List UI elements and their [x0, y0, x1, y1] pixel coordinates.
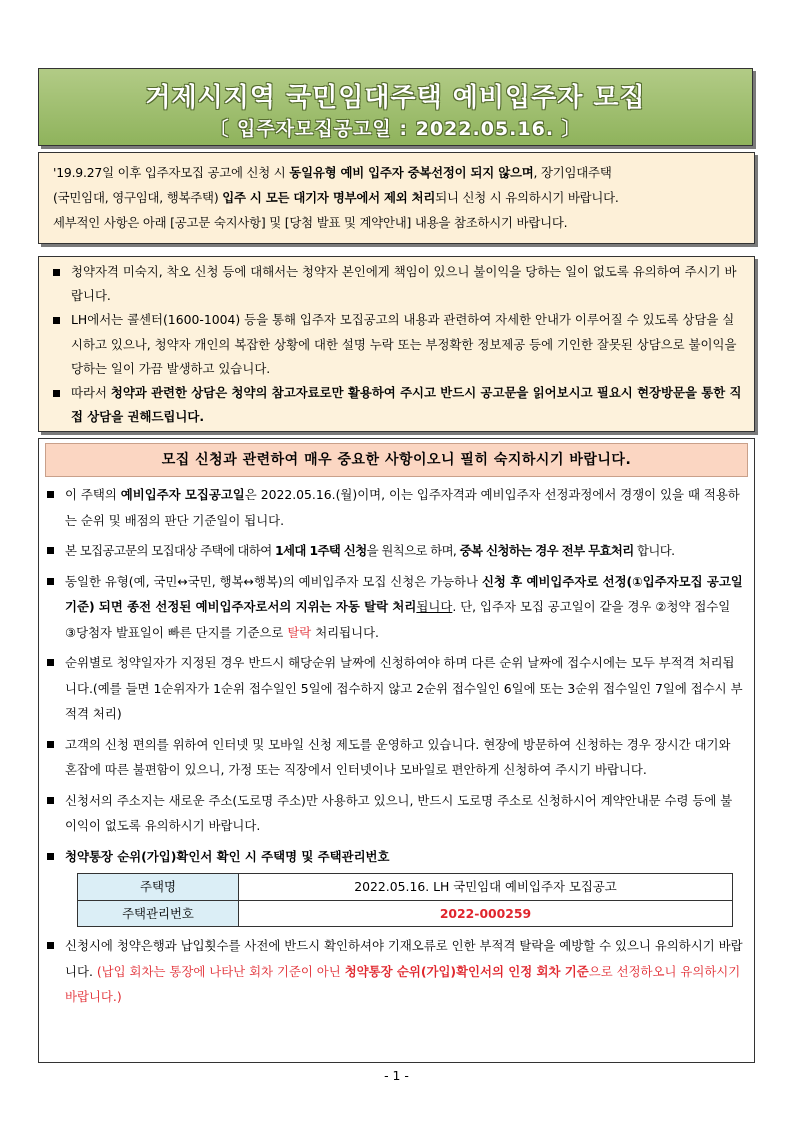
notice-line-3: 세부적인 사항은 아래 [공고문 숙지사항] 및 [당첨 발표 및 계약안내] 내용을 참조하시기 바랍니다. [53, 215, 568, 230]
list-item: 청약통장 순위(가입)확인서 확인 시 주택명 및 주택관리번호 주택명 2022.05.16. LH 국민임대 예비입주자 모집공고 주택관리번호 2022-000259 [45, 844, 744, 928]
table-header-cell: 주택명 [78, 874, 239, 901]
list-item: 순위별로 청약일자가 지정된 경우 반드시 해당순위 날짜에 신청하여야 하며 다른 순위 날짜에 접수시에는 모두 부적격 처리됩니다.(예를 들면 1순위자가 1순위 접수일인 5일에 접수하지 않고 2순위 접수일인 6일에 또는 3순위 접수일인 7일에 접수시 부적격 처리) [45, 650, 744, 727]
main-notice-header: 모집 신청과 관련하여 매우 중요한 사항이오니 필히 숙지하시기 바랍니다. [45, 443, 748, 477]
bullet-square-icon [53, 269, 60, 276]
caution-box [38, 256, 755, 432]
page-number: - 1 - [384, 1068, 409, 1083]
bullet-square-icon [47, 547, 54, 554]
table-row [78, 874, 733, 901]
notice-line-2: (국민임대, 영구임대, 행복주택) 입주 시 모든 대기자 명부에서 제외 처리되니 신청 시 유의하시기 바랍니다. [53, 190, 619, 205]
bullet-square-icon [47, 942, 54, 949]
important-notice-box [38, 152, 755, 244]
caution-item: LH에서는 콜센터(1600-1004) 등을 통해 입주자 모집공고의 내용과 관련하여 자세한 안내가 이루어질 수 있도록 상담을 실시하고 있으나, 청약자 개인의 복잡한 상황에 대한 설명 누락 또는 부정확한 정보제공 등에 기인한 잘못된 상담으로 불이익을 당하는 일이 가끔 발생하고 있습니다. [51, 308, 742, 381]
caution-item: 따라서 청약과 관련한 상담은 청약의 참고자료로만 활용하여 주시고 반드시 공고문을 읽어보시고 필요시 현장방문을 통한 직접 상담을 권해드립니다. [51, 381, 742, 429]
housing-management-number: 2022-000259 [239, 900, 733, 927]
notice-line-1: '19.9.27일 이후 입주자모집 공고에 신청 시 동일유형 예비 입주자 중복선정이 되지 않으며, 장기임대주택 [53, 165, 612, 180]
table-cell: 2022.05.16. LH 국민임대 예비입주자 모집공고 [239, 874, 733, 901]
announcement-date: 〔 입주자모집공고일 : 2022.05.16. 〕 [209, 118, 582, 140]
bullet-square-icon [47, 797, 54, 804]
page-title: 거제시지역 국민임대주택 예비입주자 모집 [145, 83, 646, 113]
housing-info-table [77, 873, 733, 927]
bullet-square-icon [47, 741, 54, 748]
caution-item: 청약자격 미숙지, 착오 신청 등에 대해서는 청약자 본인에게 책임이 있으니 불이익을 당하는 일이 없도록 유의하여 주시기 바랍니다. [51, 260, 742, 308]
list-item: 신청시에 청약은행과 납입횟수를 사전에 반드시 확인하셔야 기재오류로 인한 부적격 탈락을 예방할 수 있으니 유의하시기 바랍니다. (납입 회차는 통장에 나타난 회차 기준이 아닌 청약통장 순위(가입)확인서의 인정 회차 기준으로 선정하오니 유의하시기 바랍니다.) [45, 933, 744, 1010]
title-banner [38, 68, 753, 146]
list-item: 신청서의 주소지는 새로운 주소(도로명 주소)만 사용하고 있으니, 반드시 도로명 주소로 신청하시어 계약안내문 수령 등에 불이익이 없도록 유의하시기 바랍니다. [45, 788, 744, 839]
main-notice-box [38, 438, 755, 1063]
list-item: 고객의 신청 편의를 위하여 인터넷 및 모바일 신청 제도를 운영하고 있습니다. 현장에 방문하여 신청하는 경우 장시간 대기와 혼잡에 따른 불편함이 있으니, 가정 또는 직장에서 인터넷이나 모바일로 편안하게 신청하여 주시기 바랍니다. [45, 732, 744, 783]
bullet-square-icon [47, 853, 54, 860]
bullet-square-icon [53, 317, 60, 324]
bullet-square-icon [47, 659, 54, 666]
bullet-square-icon [47, 491, 54, 498]
list-item: 동일한 유형(예, 국민↔국민, 행복↔행복)의 예비입주자 모집 신청은 가능하나 신청 후 예비입주자로 선정(①입주자모집 공고일 기준) 되면 종전 선정된 예비입주자로서의 지위는 자동 탈락 처리됩니다. 단, 입주자 모집 공고일이 같을 경우 ②청약 접수일 ③당첨자 발표일이 빠른 단지를 기준으로 탈락 처리됩니다. [45, 569, 744, 646]
list-item: 본 모집공고문의 모집대상 주택에 대하여 1세대 1주택 신청을 원칙으로 하며, 중복 신청하는 경우 전부 무효처리 합니다. [45, 538, 744, 564]
bullet-square-icon [53, 390, 60, 397]
table-row [78, 900, 733, 927]
table-header-cell: 주택관리번호 [78, 900, 239, 927]
bullet-square-icon [47, 578, 54, 585]
list-item: 이 주택의 예비입주자 모집공고일은 2022.05.16.(월)이며, 이는 입주자격과 예비입주자 선정과정에서 경쟁이 있을 때 적용하는 순위 및 배점의 판단 기준일이 됩니다. [45, 482, 744, 533]
